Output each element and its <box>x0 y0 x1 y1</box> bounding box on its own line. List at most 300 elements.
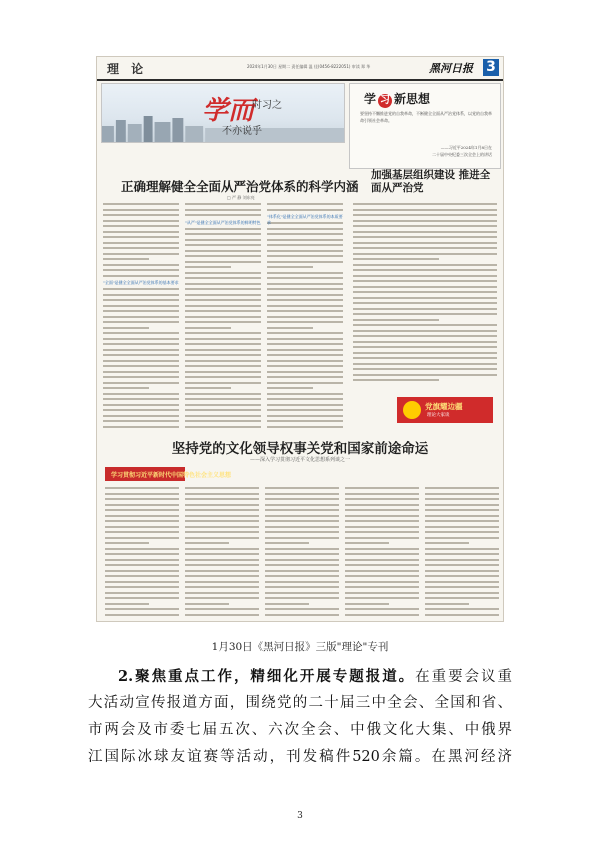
text-line <box>265 537 339 539</box>
text-line <box>185 520 259 522</box>
text-line <box>265 608 339 610</box>
text-line <box>103 321 179 323</box>
text-line <box>185 376 261 378</box>
study-box-title <box>364 90 430 108</box>
text-line <box>353 374 497 376</box>
text-line <box>185 327 231 329</box>
text-line <box>353 308 497 310</box>
study-title-b: 新思想 <box>394 92 431 106</box>
text-line <box>267 203 343 205</box>
text-line <box>353 231 497 233</box>
figure-caption: 1月30日《黑河日报》三版"理论"专刊 <box>211 641 389 653</box>
text-line <box>267 354 343 356</box>
text-line <box>185 272 261 274</box>
section-name: 理 论 <box>107 62 148 76</box>
text-line <box>265 586 339 588</box>
text-line <box>103 338 179 340</box>
text-line <box>185 338 261 340</box>
text-line <box>265 614 339 616</box>
text-line <box>103 310 179 312</box>
text-line <box>185 209 261 211</box>
text-line <box>267 283 343 285</box>
text-line <box>105 509 179 511</box>
flag-box-title: 党旗耀边疆 <box>425 402 463 411</box>
flag-box <box>397 397 493 423</box>
text-line <box>345 493 419 495</box>
text-line <box>105 537 179 539</box>
text-line <box>185 214 261 216</box>
text-line <box>345 526 419 528</box>
article3-headline: 坚持党的文化领导权事关党和国家前途命运 <box>171 441 429 457</box>
text-line <box>185 537 259 539</box>
text-line <box>103 269 179 271</box>
text-line <box>105 493 179 495</box>
text-line <box>185 415 261 417</box>
text-line <box>353 319 439 321</box>
text-line <box>345 592 419 594</box>
newspaper-masthead <box>97 57 503 81</box>
text-line <box>267 371 343 373</box>
text-line <box>105 592 179 594</box>
text-line <box>425 504 499 506</box>
text-line <box>105 526 179 528</box>
text-line <box>103 327 149 329</box>
text-line <box>425 608 499 610</box>
article-subhead: "从严"是健全全面从严治党体系的鲜明特色 <box>185 219 261 225</box>
text-line <box>103 299 179 301</box>
text-line <box>103 409 179 411</box>
text-line <box>425 570 499 572</box>
text-line <box>267 332 343 334</box>
text-line <box>103 305 179 307</box>
text-line <box>265 493 339 495</box>
text-line <box>425 515 499 517</box>
text-line <box>185 498 259 500</box>
text-line <box>185 614 259 616</box>
text-line <box>103 288 179 290</box>
text-line <box>185 575 259 577</box>
text-line <box>345 597 419 599</box>
text-line <box>267 228 343 230</box>
text-line <box>345 581 419 583</box>
text-line <box>353 335 497 337</box>
text-line <box>103 247 179 249</box>
text-line <box>185 398 261 400</box>
text-line <box>185 283 261 285</box>
text-line <box>267 420 343 422</box>
text-line <box>265 487 339 489</box>
text-line <box>265 603 309 605</box>
text-line <box>345 575 419 577</box>
study-source-line2: 二十届中央纪委三次全会上的讲话 <box>432 152 492 157</box>
body-bold-lead: 2.聚焦重点工作，精细化开展专题报道。 <box>118 668 416 685</box>
text-line <box>185 592 259 594</box>
text-line <box>105 553 179 555</box>
text-line <box>103 387 149 389</box>
text-line <box>345 564 419 566</box>
text-line <box>267 255 343 257</box>
study-source <box>432 144 492 158</box>
article3-banner-text: 学习贯彻习近平新时代中国特色社会主义思想 <box>111 472 232 479</box>
text-line <box>103 404 179 406</box>
text-line <box>353 313 497 315</box>
article3-column-1 <box>105 487 179 617</box>
text-line <box>185 316 261 318</box>
text-line <box>265 597 339 599</box>
text-line <box>185 371 261 373</box>
text-line <box>185 332 261 334</box>
page-footer-number: 3 <box>297 811 303 821</box>
text-line <box>353 253 497 255</box>
text-line <box>105 575 179 577</box>
text-line <box>267 277 343 279</box>
study-title-a: 学 <box>364 92 377 106</box>
text-line <box>267 288 343 290</box>
body-line-4 <box>88 744 512 771</box>
text-line <box>345 614 419 616</box>
text-line <box>345 553 419 555</box>
text-line <box>185 310 261 312</box>
text-line <box>353 220 497 222</box>
body-line-1-rest: 在重要会议重 <box>415 669 513 685</box>
article3-column-3 <box>265 487 339 617</box>
text-line <box>425 493 499 495</box>
body-line-2-text: 大活动宣传报道方面，围绕党的二十届三中全会、全国和省、 <box>88 695 512 711</box>
text-line <box>185 509 259 511</box>
text-line <box>185 426 261 428</box>
text-line <box>185 266 231 268</box>
text-line <box>185 277 261 279</box>
text-line <box>267 272 343 274</box>
text-line <box>425 586 499 588</box>
newspaper-logo: 黑河日报 <box>429 62 473 75</box>
text-line <box>267 398 343 400</box>
text-line <box>103 415 179 417</box>
text-line <box>185 515 259 517</box>
text-line <box>103 253 179 255</box>
text-line <box>345 520 419 522</box>
article3-column-5 <box>425 487 499 617</box>
text-line <box>185 409 261 411</box>
flag-box-subtitle: 理论大家谈 <box>427 413 450 418</box>
text-line <box>345 548 419 550</box>
text-line <box>105 504 179 506</box>
text-line <box>353 242 497 244</box>
text-line <box>267 266 313 268</box>
text-line <box>105 570 179 572</box>
text-line <box>267 299 343 301</box>
text-line <box>267 209 343 211</box>
text-line <box>425 520 499 522</box>
text-line <box>105 586 179 588</box>
text-line <box>267 409 343 411</box>
text-line <box>425 553 499 555</box>
text-line <box>267 360 343 362</box>
party-emblem-icon <box>403 401 421 419</box>
text-line <box>185 261 261 263</box>
text-line <box>103 382 179 384</box>
text-line <box>353 264 497 266</box>
body-paragraph-cont-3 <box>88 744 512 771</box>
text-line <box>345 570 419 572</box>
text-line <box>267 349 343 351</box>
article3-banner <box>105 467 232 481</box>
text-line <box>267 261 343 263</box>
text-line <box>103 275 179 277</box>
text-line <box>103 343 179 345</box>
text-line <box>353 324 497 326</box>
column-title-small: 时习之 <box>252 100 282 111</box>
text-line <box>425 559 499 561</box>
text-line <box>185 608 259 610</box>
text-line <box>345 559 419 561</box>
article2-body <box>353 203 497 389</box>
text-line <box>265 592 339 594</box>
text-line <box>353 247 497 249</box>
text-line <box>185 603 229 605</box>
text-line <box>353 269 497 271</box>
text-line <box>267 426 343 428</box>
text-line <box>353 280 497 282</box>
text-line <box>105 614 179 616</box>
text-line <box>267 244 343 246</box>
text-line <box>185 255 261 257</box>
text-line <box>267 321 343 323</box>
text-line <box>103 393 179 395</box>
text-line <box>103 420 179 422</box>
column-banner <box>101 83 345 143</box>
text-line <box>345 537 419 539</box>
text-line <box>425 603 469 605</box>
column-title-large: 学而 <box>202 96 255 126</box>
article-subhead: "体系化"是健全全面从严治党体系的本质要求 <box>267 214 343 225</box>
text-line <box>103 371 179 373</box>
text-line <box>265 575 339 577</box>
body-paragraph <box>88 663 512 691</box>
text-line <box>103 209 179 211</box>
text-line <box>267 404 343 406</box>
text-line <box>265 520 339 522</box>
text-line <box>425 498 499 500</box>
text-line <box>105 548 179 550</box>
text-line <box>267 316 343 318</box>
text-line <box>353 357 497 359</box>
text-line <box>345 603 389 605</box>
text-line <box>345 498 419 500</box>
text-line <box>103 294 179 296</box>
text-line <box>353 236 497 238</box>
text-line <box>103 236 179 238</box>
text-line <box>267 239 343 241</box>
text-line <box>103 214 179 216</box>
text-line <box>267 338 343 340</box>
dateline: 2024年1月30日 星期二 责任编辑 温 佳(0456-8222051) 审读 郑 华 <box>247 64 371 69</box>
text-line <box>103 264 179 266</box>
text-line <box>353 225 497 227</box>
study-source-line1: ——习近平2024年1月8日在 <box>440 145 492 150</box>
text-line <box>267 250 343 252</box>
text-line <box>185 343 261 345</box>
text-line <box>425 592 499 594</box>
text-line <box>103 365 179 367</box>
article1-column-1 <box>103 203 179 429</box>
text-line <box>185 233 261 235</box>
text-line <box>353 352 497 354</box>
text-line <box>353 209 497 211</box>
text-line <box>345 542 389 544</box>
text-line <box>185 570 259 572</box>
text-line <box>185 382 261 384</box>
text-line <box>105 542 149 544</box>
text-line <box>185 244 261 246</box>
text-line <box>185 239 261 241</box>
text-line <box>185 228 261 230</box>
text-line <box>185 365 261 367</box>
column-title-small-2: 不亦说乎 <box>222 126 262 137</box>
text-line <box>425 487 499 489</box>
text-line <box>267 310 343 312</box>
text-line <box>185 387 231 389</box>
body-line-3 <box>88 717 512 744</box>
text-line <box>425 614 499 616</box>
article1-byline: □ 严 静 刘东亮 <box>227 195 255 200</box>
text-line <box>353 203 497 205</box>
body-line-1 <box>88 663 512 691</box>
text-line <box>185 487 259 489</box>
text-line <box>265 526 339 528</box>
text-line <box>353 330 497 332</box>
text-line <box>267 233 343 235</box>
text-line <box>185 526 259 528</box>
text-line <box>105 608 179 610</box>
text-line <box>267 343 343 345</box>
text-line <box>425 526 499 528</box>
text-line <box>425 531 499 533</box>
newspaper-image <box>96 56 504 622</box>
text-line <box>345 515 419 517</box>
body-line-4-text: 江国际冰球友谊赛等活动，刊发稿件520余篇。在黑河经济 <box>88 749 512 765</box>
text-line <box>265 509 339 511</box>
article1-headline: 正确理解健全全面从严治党体系的科学内涵 <box>121 179 359 194</box>
text-line <box>265 581 339 583</box>
study-title-mark: 习 <box>380 95 391 106</box>
text-line <box>185 250 261 252</box>
text-line <box>265 504 339 506</box>
text-line <box>185 597 259 599</box>
text-line <box>185 581 259 583</box>
text-line <box>265 548 339 550</box>
text-line <box>185 354 261 356</box>
text-line <box>185 203 261 205</box>
text-line <box>425 597 499 599</box>
text-line <box>185 586 259 588</box>
text-line <box>105 581 179 583</box>
text-line <box>353 258 439 260</box>
text-line <box>267 415 343 417</box>
text-line <box>103 316 179 318</box>
page-number-badge: 3 <box>483 59 499 76</box>
text-line <box>103 220 179 222</box>
text-line <box>265 515 339 517</box>
text-line <box>105 531 179 533</box>
text-line <box>185 564 259 566</box>
text-line <box>425 542 469 544</box>
text-line <box>103 203 179 205</box>
text-line <box>185 321 261 323</box>
text-line <box>353 286 497 288</box>
text-line <box>185 420 261 422</box>
text-line <box>265 564 339 566</box>
text-line <box>185 305 261 307</box>
text-line <box>103 258 149 260</box>
text-line <box>103 354 179 356</box>
text-line <box>265 559 339 561</box>
text-line <box>265 498 339 500</box>
article1-column-2 <box>185 203 261 429</box>
text-line <box>105 487 179 489</box>
text-line <box>425 537 499 539</box>
text-line <box>425 564 499 566</box>
text-line <box>103 426 179 428</box>
text-line <box>185 542 229 544</box>
article3-body <box>105 487 497 617</box>
text-line <box>353 291 497 293</box>
text-line <box>425 548 499 550</box>
text-line <box>103 360 179 362</box>
text-line <box>425 581 499 583</box>
text-line <box>353 341 497 343</box>
text-line <box>105 597 179 599</box>
text-line <box>345 487 419 489</box>
article3-column-4 <box>345 487 419 617</box>
text-line <box>425 575 499 577</box>
body-paragraph-cont <box>88 690 512 717</box>
text-line <box>267 376 343 378</box>
text-line <box>103 225 179 227</box>
text-line <box>185 349 261 351</box>
article1-column-3 <box>267 203 343 429</box>
body-line-3-text: 市两会及市委七届五次、六次全会、中俄文化大集、中俄界 <box>88 722 512 738</box>
text-line <box>267 305 343 307</box>
text-line <box>345 504 419 506</box>
text-line <box>105 515 179 517</box>
article3-column-2 <box>185 487 259 617</box>
text-line <box>103 398 179 400</box>
text-line <box>353 379 439 381</box>
text-line <box>105 498 179 500</box>
text-line <box>267 393 343 395</box>
text-line <box>105 520 179 522</box>
text-line <box>267 327 313 329</box>
text-line <box>185 393 261 395</box>
text-line <box>103 349 179 351</box>
text-line <box>105 559 179 561</box>
text-line <box>267 222 343 224</box>
text-line <box>105 603 149 605</box>
article3-subheadline: ——深入学习贯彻习近平文化思想系列谈之一 <box>249 457 350 463</box>
text-line <box>353 302 497 304</box>
text-line <box>103 231 179 233</box>
text-line <box>353 275 497 277</box>
text-line <box>103 376 179 378</box>
text-line <box>353 363 497 365</box>
text-line <box>185 294 261 296</box>
text-line <box>267 382 343 384</box>
text-line <box>345 509 419 511</box>
article-subhead: "全面"是健全全面从严治党体系的基本要求 <box>103 280 179 285</box>
text-line <box>345 531 419 533</box>
body-line-2 <box>88 690 512 717</box>
